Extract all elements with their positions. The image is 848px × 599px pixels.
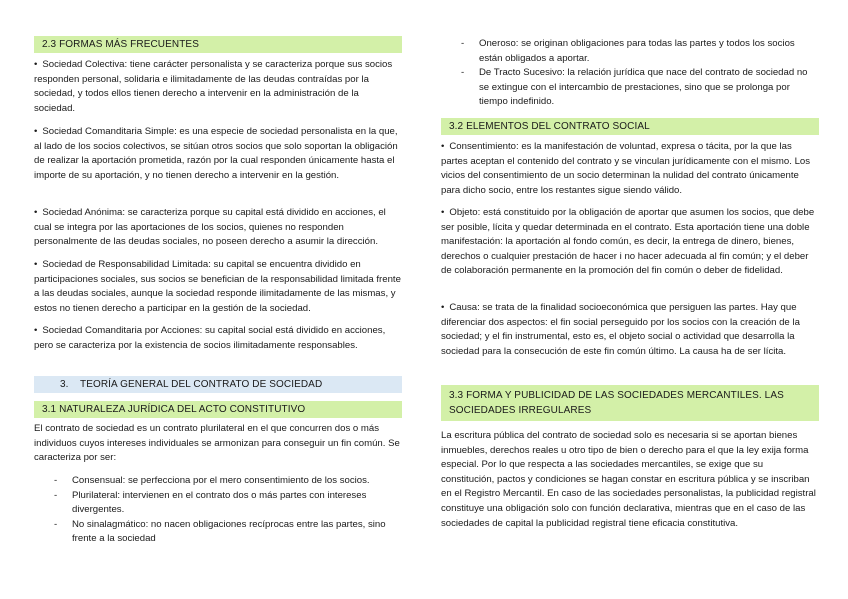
paragraph-causa: • Causa: se trata de la finalidad socioeconómica que persiguen las partes. Hay que diferenciar dos aspectos: el fin social perseguido por los socios con la creación de la sociedad; y el fin instrumental, esto es, el objeto social o actividad que desarrolla la sociedad para la consecución de este fin común último. La causa ha de ser lícita. <box>441 301 819 359</box>
list-item: - Oneroso: se originan obligaciones para todas las partes y todos los socios están obligados a aportar. <box>441 37 819 66</box>
paragraph-comanditaria-acciones: • Sociedad Comanditaria por Acciones: su capital social está dividido en acciones, pero se caracteriza por la existencia de socios ilimitadamente responsables. <box>34 324 402 353</box>
list-item: - De Tracto Sucesivo: la relación jurídica que nace del contrato de sociedad no se extingue con el intercambio de prestaciones, sino que se prolonga por tiempo indefinido. <box>441 66 819 110</box>
list-caracteristicas-right <box>441 37 819 110</box>
paragraph-limitada: • Sociedad de Responsabilidad Limitada: su capital se encuentra dividido en participaciones sociales, sus socios se benefician de la responsabilidad limitada frente a las deudas sociales, aunque la sociedad responde ilimitadamente de las mismas, y estos no tienen derecho a participar en la gestión de la sociedad. <box>34 258 402 316</box>
heading-naturaleza: 3.1 NATURALEZA JURÍDICA DEL ACTO CONSTITUTIVO <box>34 401 402 418</box>
list-item: - Consensual: se perfecciona por el mero consentimiento de los socios. <box>34 474 402 489</box>
list-item: - Plurilateral: intervienen en el contrato dos o más partes con intereses divergentes. <box>34 489 402 518</box>
paragraph-comanditaria-simple: • Sociedad Comanditaria Simple: es una especie de sociedad personalista en la que, al lado de los socios colectivos, se sitúan otros socios que solo soportan la obligación de realizar la aportación prometida, razón por la cual responden únicamente hasta el importe de su aportación, y no tienen derecho a intervenir en la gestión. <box>34 125 402 183</box>
paragraph-anonima: • Sociedad Anónima: se caracteriza porque su capital está dividido en acciones, el cual se integra por las aportaciones de los socios, quienes no responden personalmente de las deudas sociales, no poseen derecho a asumir la dirección. <box>34 206 402 250</box>
paragraph-escritura: La escritura pública del contrato de sociedad solo es necesaria si se aportan bienes inmuebles, derechos reales u otro tipo de bien o derecho para el que la ley exija forma especial. Por lo que respecta a las sociedades mercantiles, se exige que su constitución, pactos y condiciones se hagan constar en escritura pública y se inscriban en el Registro Mercantil. En caso de las sociedades personalistas, la publicidad registral constituye una obligación solo con función declarativa, mientras que en el caso de las sociedades de capital la publicidad registral tiene eficacia constitutiva. <box>441 430 816 529</box>
paragraph-colectiva: • Sociedad Colectiva: tiene carácter personalista y se caracteriza porque sus socios responden personal, solidaria e ilimitadamente de las deudas contraídas por la sociedad, y todos ellos tienen derecho a intervenir en la administración de la sociedad. <box>34 58 402 116</box>
paragraph-consentimiento: • Consentimiento: es la manifestación de voluntad, expresa o tácita, por la que las partes aceptan el contenido del contrato y se vinculan jurídicamente con el mismo. Los vicios del consentimiento de un socio determinan la nulidad del contrato únicamente para dicho socio, entre los restantes sigue siendo válido. <box>441 140 819 198</box>
list-item: - No sinalagmático: no nacen obligaciones recíprocas entre las partes, sino frente a la sociedad <box>34 518 402 547</box>
heading-forma-publicidad: 3.3 FORMA Y PUBLICIDAD DE LAS SOCIEDADES MERCANTILES. LAS SOCIEDADES IRREGULARES <box>441 385 819 421</box>
list-caracteristicas-left <box>34 474 402 547</box>
heading-formas: 2.3 FORMAS MÁS FRECUENTES <box>34 36 402 53</box>
heading-elementos: 3.2 ELEMENTOS DEL CONTRATO SOCIAL <box>441 118 819 135</box>
paragraph-contrato: El contrato de sociedad es un contrato plurilateral en el que concurren dos o más individuos cuyos intereses individuales se armonizan para conseguir un fin común. Se caracteriza por ser: <box>34 423 400 464</box>
heading-teoria: 3. TEORÍA GENERAL DEL CONTRATO DE SOCIEDAD <box>34 376 402 393</box>
paragraph-objeto: • Objeto: está constituido por la obligación de aportar que asumen los socios, que debe ser posible, lícita y quedar determinada en el contrato. Esta aportación tiene una doble manifestación: la aportación al fondo común, es decir, la entrega de dinero, bienes, derechos o cualquier prestación de hacer i no hacer adecuada al fin común; y el deber de colaboración permanente en la promoción del fin común o deber de fidelidad. <box>441 206 819 279</box>
